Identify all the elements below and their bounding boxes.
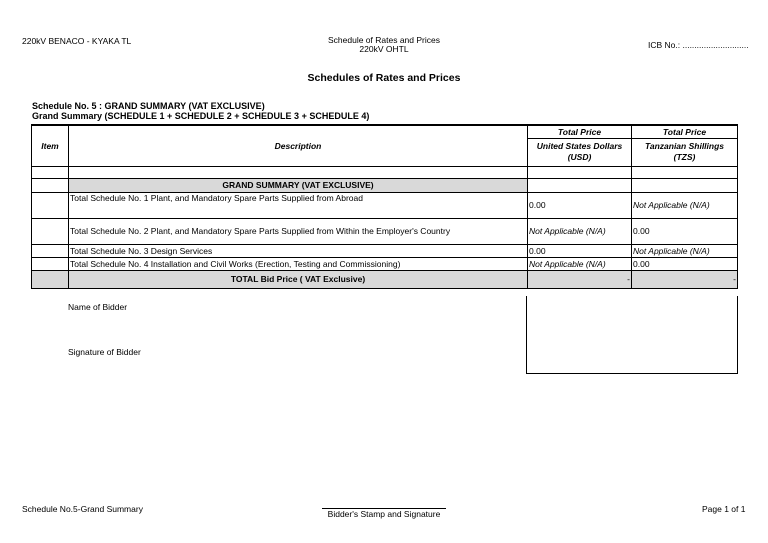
row-usd-value: Not Applicable (N/A) (528, 218, 632, 244)
header-center-line2: 220kV OHTL (359, 44, 409, 54)
spacer-row (32, 166, 738, 178)
table-row (32, 218, 738, 244)
schedule-heading (32, 101, 369, 121)
item-cell (32, 192, 69, 218)
signature-of-bidder-label: Signature of Bidder (68, 347, 141, 357)
name-of-bidder-label: Name of Bidder (68, 302, 128, 312)
column-header-total-price-tzs: Total Price (632, 125, 738, 138)
column-header-item: Item (32, 125, 69, 166)
schedule-number: Schedule No. 5 : GRAND SUMMARY (VAT EXCLUSIVE) (32, 101, 265, 111)
row-description: Total Schedule No. 4 Installation and Civil Works (Erection, Testing and Commissioning) (69, 257, 528, 270)
table-row (32, 244, 738, 257)
row-usd-value: 0.00 (528, 244, 632, 257)
item-cell (32, 257, 69, 270)
table-row (32, 257, 738, 270)
header-center-line1: Schedule of Rates and Prices (328, 35, 440, 45)
total-row (32, 270, 738, 288)
item-cell (32, 218, 69, 244)
row-tzs-value: Not Applicable (N/A) (632, 192, 738, 218)
total-tzs-value: - (632, 270, 738, 288)
row-tzs-value: 0.00 (632, 218, 738, 244)
document-title: Schedules of Rates and Prices (307, 72, 461, 84)
table-row (32, 192, 738, 218)
total-label: TOTAL Bid Price ( VAT Exclusive) (69, 270, 528, 288)
row-usd-value: 0.00 (528, 192, 632, 218)
section-item-cell (32, 178, 69, 192)
header-center (284, 36, 484, 54)
section-title: GRAND SUMMARY (VAT EXCLUSIVE) (69, 178, 528, 192)
schedule-subtitle: Grand Summary (SCHEDULE 1 + SCHEDULE 2 + SCHEDULE 3 + SCHEDULE 4) (32, 111, 370, 121)
spacer-cell (632, 166, 738, 178)
total-item-cell (32, 270, 69, 288)
section-tzs-cell (632, 178, 738, 192)
section-header-row (32, 178, 738, 192)
column-header-description: Description (69, 125, 528, 166)
row-usd-value: Not Applicable (N/A) (528, 257, 632, 270)
row-description: Total Schedule No. 2 Plant, and Mandatory Spare Parts Supplied from Within the Employer's Country (69, 218, 528, 244)
spacer-cell (528, 166, 632, 178)
column-header-tzs: Tanzanian Shillings (TZS) (632, 138, 738, 166)
project-name: 220kV BENACO - KYAKA TL (22, 36, 132, 46)
bidder-signature-box (526, 296, 738, 374)
column-header-usd: United States Dollars (USD) (528, 138, 632, 166)
spacer-cell (69, 166, 528, 178)
row-description: Total Schedule No. 3 Design Services (69, 244, 528, 257)
footer-schedule-name: Schedule No.5-Grand Summary (22, 504, 143, 514)
row-tzs-value: 0.00 (632, 257, 738, 270)
total-usd-value: - (528, 270, 632, 288)
page-number: Page 1 of 1 (702, 504, 746, 514)
footer-stamp-label: Bidder's Stamp and Signature (327, 509, 441, 519)
item-cell (32, 244, 69, 257)
row-tzs-value: Not Applicable (N/A) (632, 244, 738, 257)
row-description: Total Schedule No. 1 Plant, and Mandatory Spare Parts Supplied from Abroad (69, 192, 528, 218)
column-header-total-price-usd: Total Price (528, 125, 632, 138)
section-usd-cell (528, 178, 632, 192)
spacer-cell (32, 166, 69, 178)
icb-number: ICB No.: ............................ (648, 40, 749, 50)
grand-summary-table (31, 124, 738, 289)
